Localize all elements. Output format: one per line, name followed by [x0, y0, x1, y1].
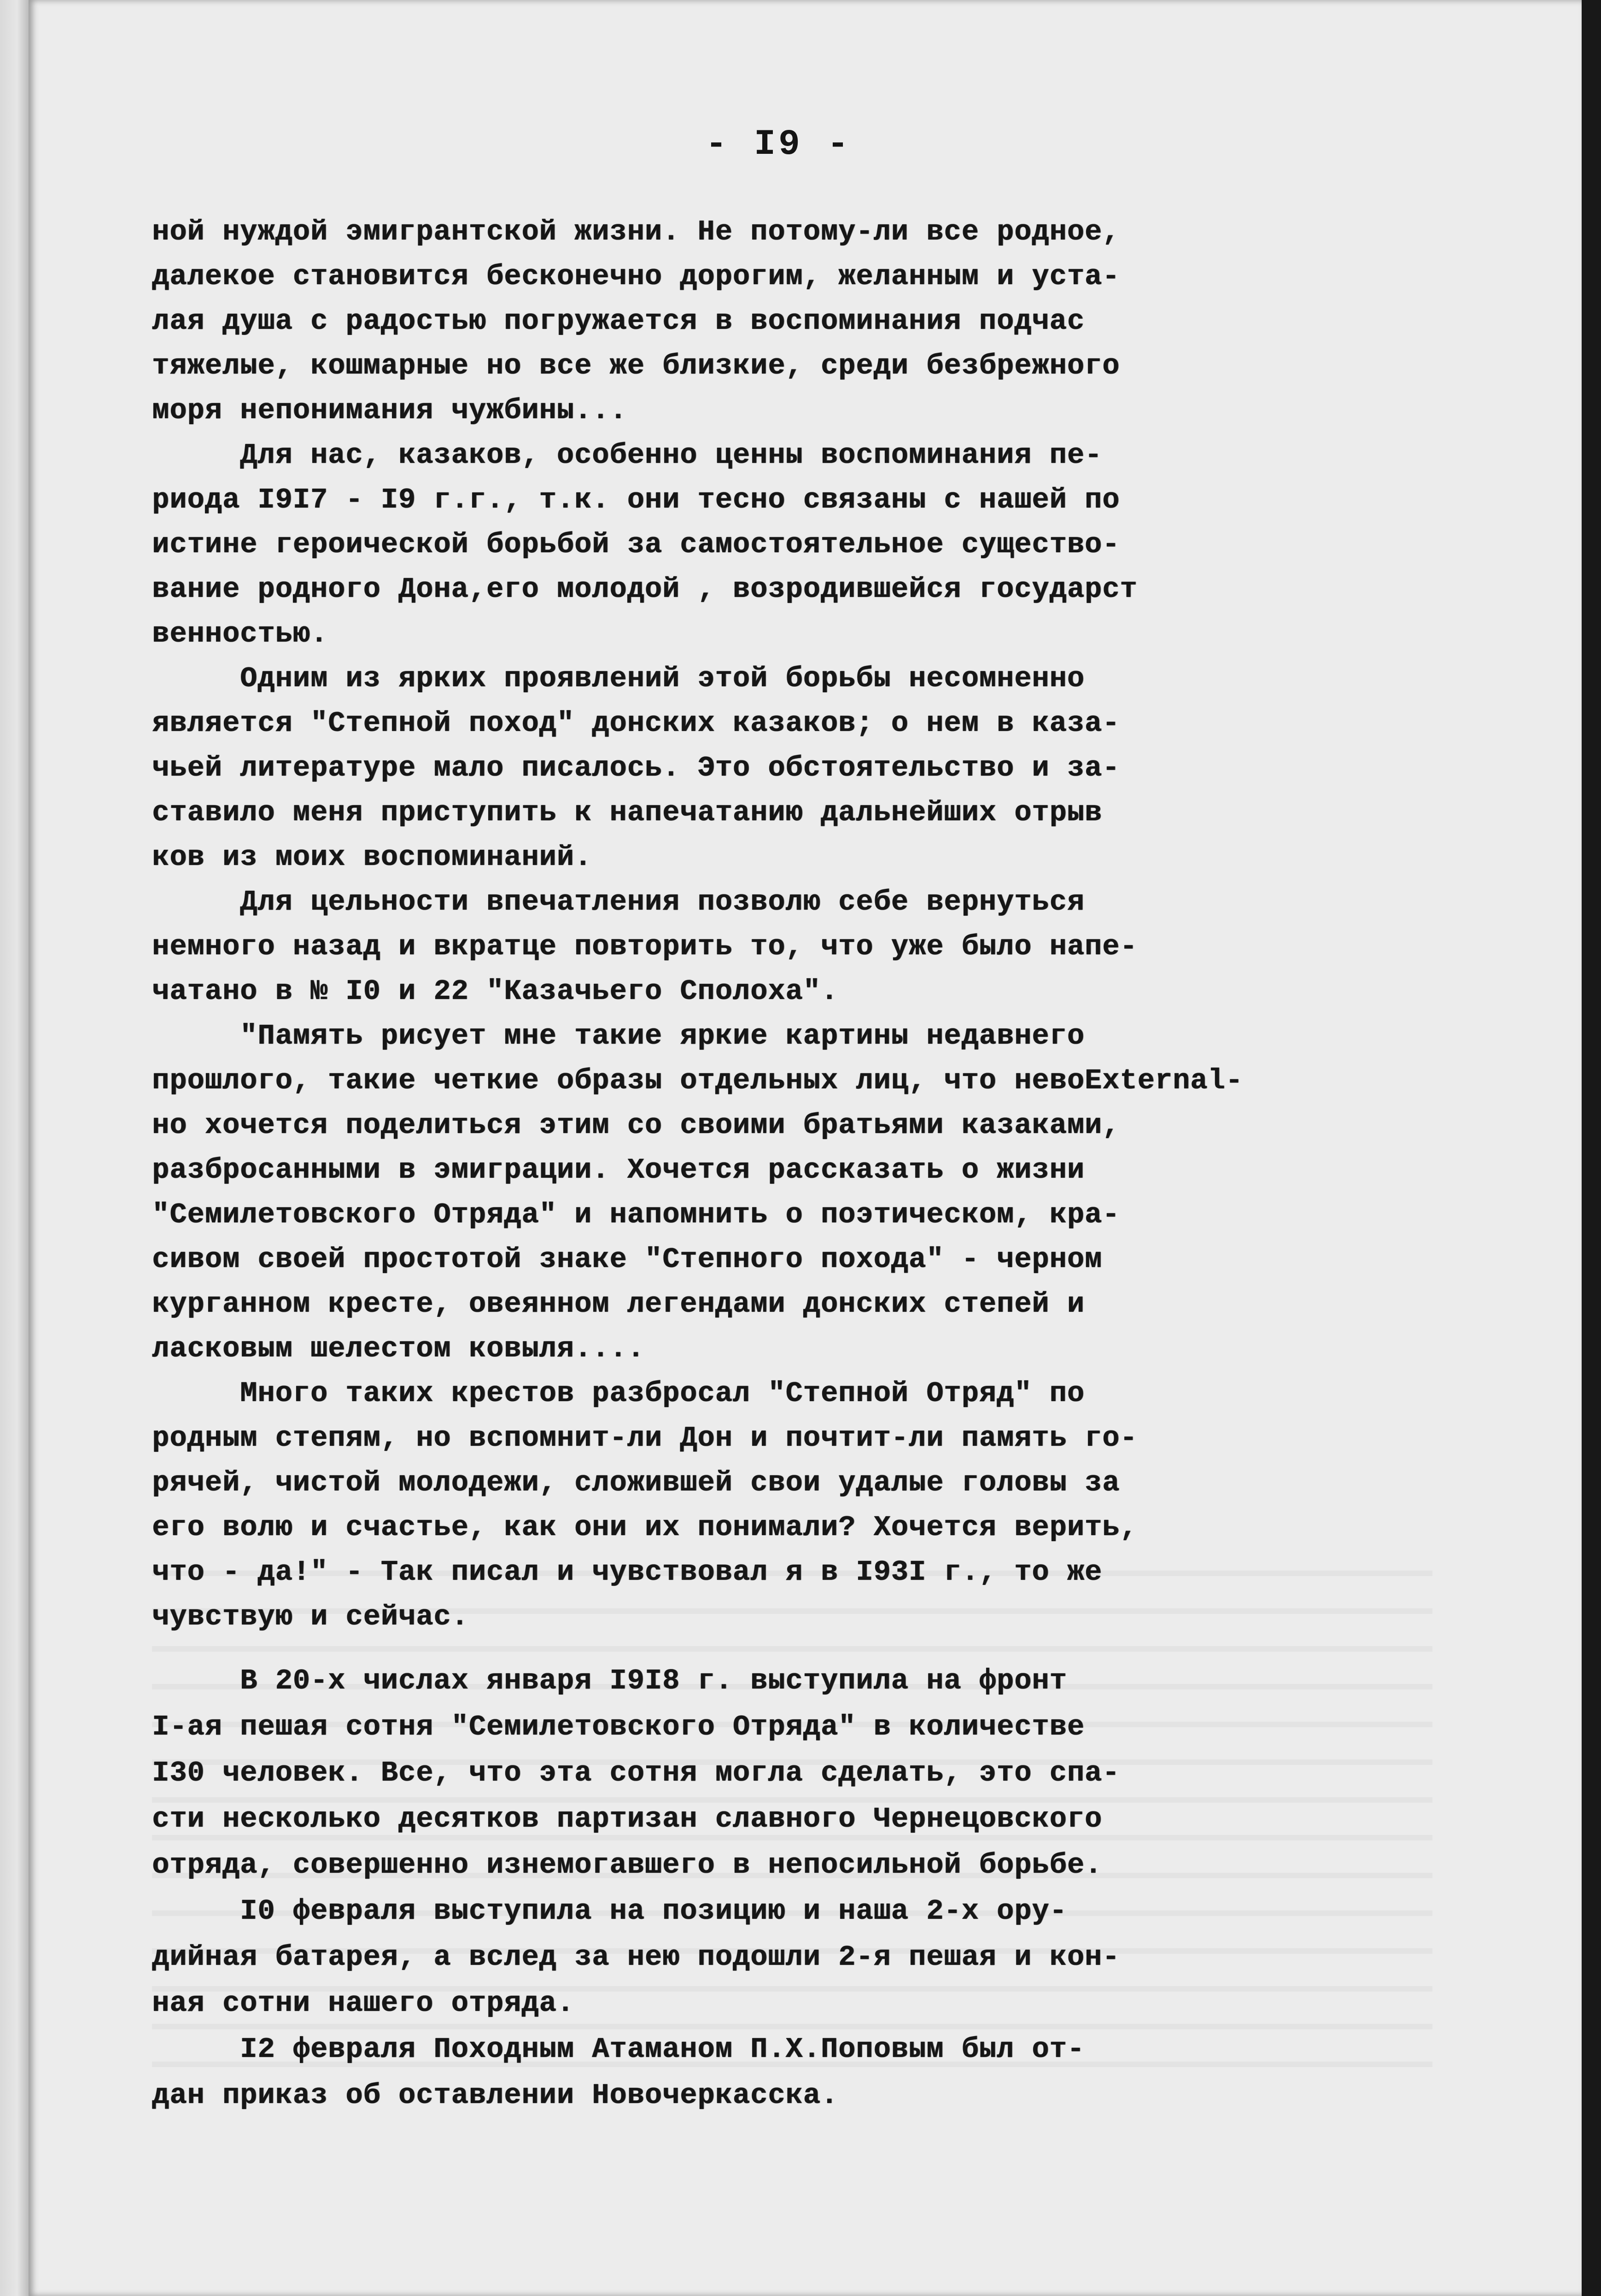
- text-line: Одним из ярких проявлений этой борьбы несомненно: [152, 662, 1085, 695]
- text-line: I-ая пешая сотня "Семилетовского Отряда" в количестве: [152, 1711, 1085, 1743]
- text-line: отряда, совершенно изнемогавшего в непосильной борьбе.: [152, 1849, 1103, 1881]
- text-line: разбросанными в эмиграции. Хочется рассказать о жизни: [152, 1154, 1085, 1186]
- text-line: сти несколько десятков партизан славного Чернецовского: [152, 1803, 1103, 1835]
- text-line: рячей, чистой молодежи, сложившей свои удалые головы за: [152, 1466, 1120, 1499]
- text-line: прошлого, такие четкие образы отдельных лиц, что невоExternal-: [152, 1064, 1243, 1097]
- main-text-block: [152, 210, 1432, 1639]
- text-line: ласковым шелестом ковыля....: [152, 1332, 645, 1365]
- text-line: тяжелые, кошмарные но все же близкие, среди безбрежного: [152, 350, 1120, 382]
- text-line: венностью.: [152, 618, 328, 650]
- text-line: истине героической борьбой за самостоятельное существо-: [152, 528, 1120, 561]
- text-line: моря непонимания чужбины...: [152, 394, 627, 427]
- text-line: Для нас, казаков, особенно ценны воспоминания пе-: [152, 439, 1103, 472]
- second-text-block: [152, 1658, 1432, 2119]
- text-line: ков из моих воспоминаний.: [152, 841, 592, 874]
- text-line: вание родного Дона,его молодой , возродившейся государст: [152, 573, 1138, 606]
- text-line: I2 февраля Походным Атаманом П.Х.Поповым был от-: [152, 2033, 1085, 2066]
- text-line: чатано в № I0 и 22 "Казачьего Сполоха".: [152, 975, 839, 1008]
- text-line: ная сотни нашего отряда.: [152, 1987, 574, 2020]
- text-line: является "Степной поход" донских казаков; о нем в каза-: [152, 707, 1120, 740]
- text-line: ставило меня приступить к напечатанию дальнейших отрыв: [152, 796, 1103, 829]
- text-line: сивом своей простотой знаке "Степного похода" - черном: [152, 1243, 1103, 1276]
- text-line: курганном кресте, овеянном легендами донских степей и: [152, 1288, 1085, 1320]
- text-line: что - да!" - Так писал и чувствовал я в I93I г., то же: [152, 1556, 1103, 1589]
- text-line: "Память рисует мне такие яркие картины недавнего: [152, 1020, 1085, 1052]
- text-line: риода I9I7 - I9 г.г., т.к. они тесно связаны с нашей по: [152, 484, 1120, 516]
- text-line: ной нуждой эмигрантской жизни. Не потому-ли все родное,: [152, 216, 1120, 248]
- text-line: далекое становится бесконечно дорогим, желанным и уста-: [152, 260, 1120, 293]
- text-line: чьей литературе мало писалось. Это обстоятельство и за-: [152, 752, 1120, 784]
- text-line: I30 человек. Все, что эта сотня могла сделать, это спа-: [152, 1757, 1120, 1789]
- text-line: лая душа с радостью погружается в воспоминания подчас: [152, 305, 1085, 338]
- text-line: немного назад и вкратце повторить то, что уже было напе-: [152, 930, 1138, 963]
- text-line: родным степям, но вспомнит-ли Дон и почтит-ли память го-: [152, 1422, 1138, 1455]
- text-line: Много таких крестов разбросал "Степной Отряд" по: [152, 1377, 1085, 1410]
- page-number: - I9 -: [705, 124, 852, 165]
- text-line: "Семилетовского Отряда" и напомнить о поэтическом, кра-: [152, 1198, 1120, 1231]
- previous-page-edge: [0, 0, 29, 2296]
- text-line: В 20-х числах января I9I8 г. выступила на фронт: [152, 1665, 1067, 1697]
- text-line: Для цельности впечатления позволю себе вернуться: [152, 886, 1085, 918]
- text-line: его волю и счастье, как они их понимали? Хочется верить,: [152, 1511, 1138, 1544]
- text-line: чувствую и сейчас.: [152, 1601, 469, 1633]
- scanner-background-edge: [1582, 0, 1601, 2296]
- text-line: дан приказ об оставлении Новочеркасска.: [152, 2079, 839, 2112]
- text-line: I0 февраля выступила на позицию и наша 2-х ору-: [152, 1895, 1067, 1928]
- text-line: но хочется поделиться этим со своими братьями казаками,: [152, 1109, 1120, 1142]
- text-line: дийная батарея, а вслед за нею подошли 2-я пешая и кон-: [152, 1941, 1120, 1974]
